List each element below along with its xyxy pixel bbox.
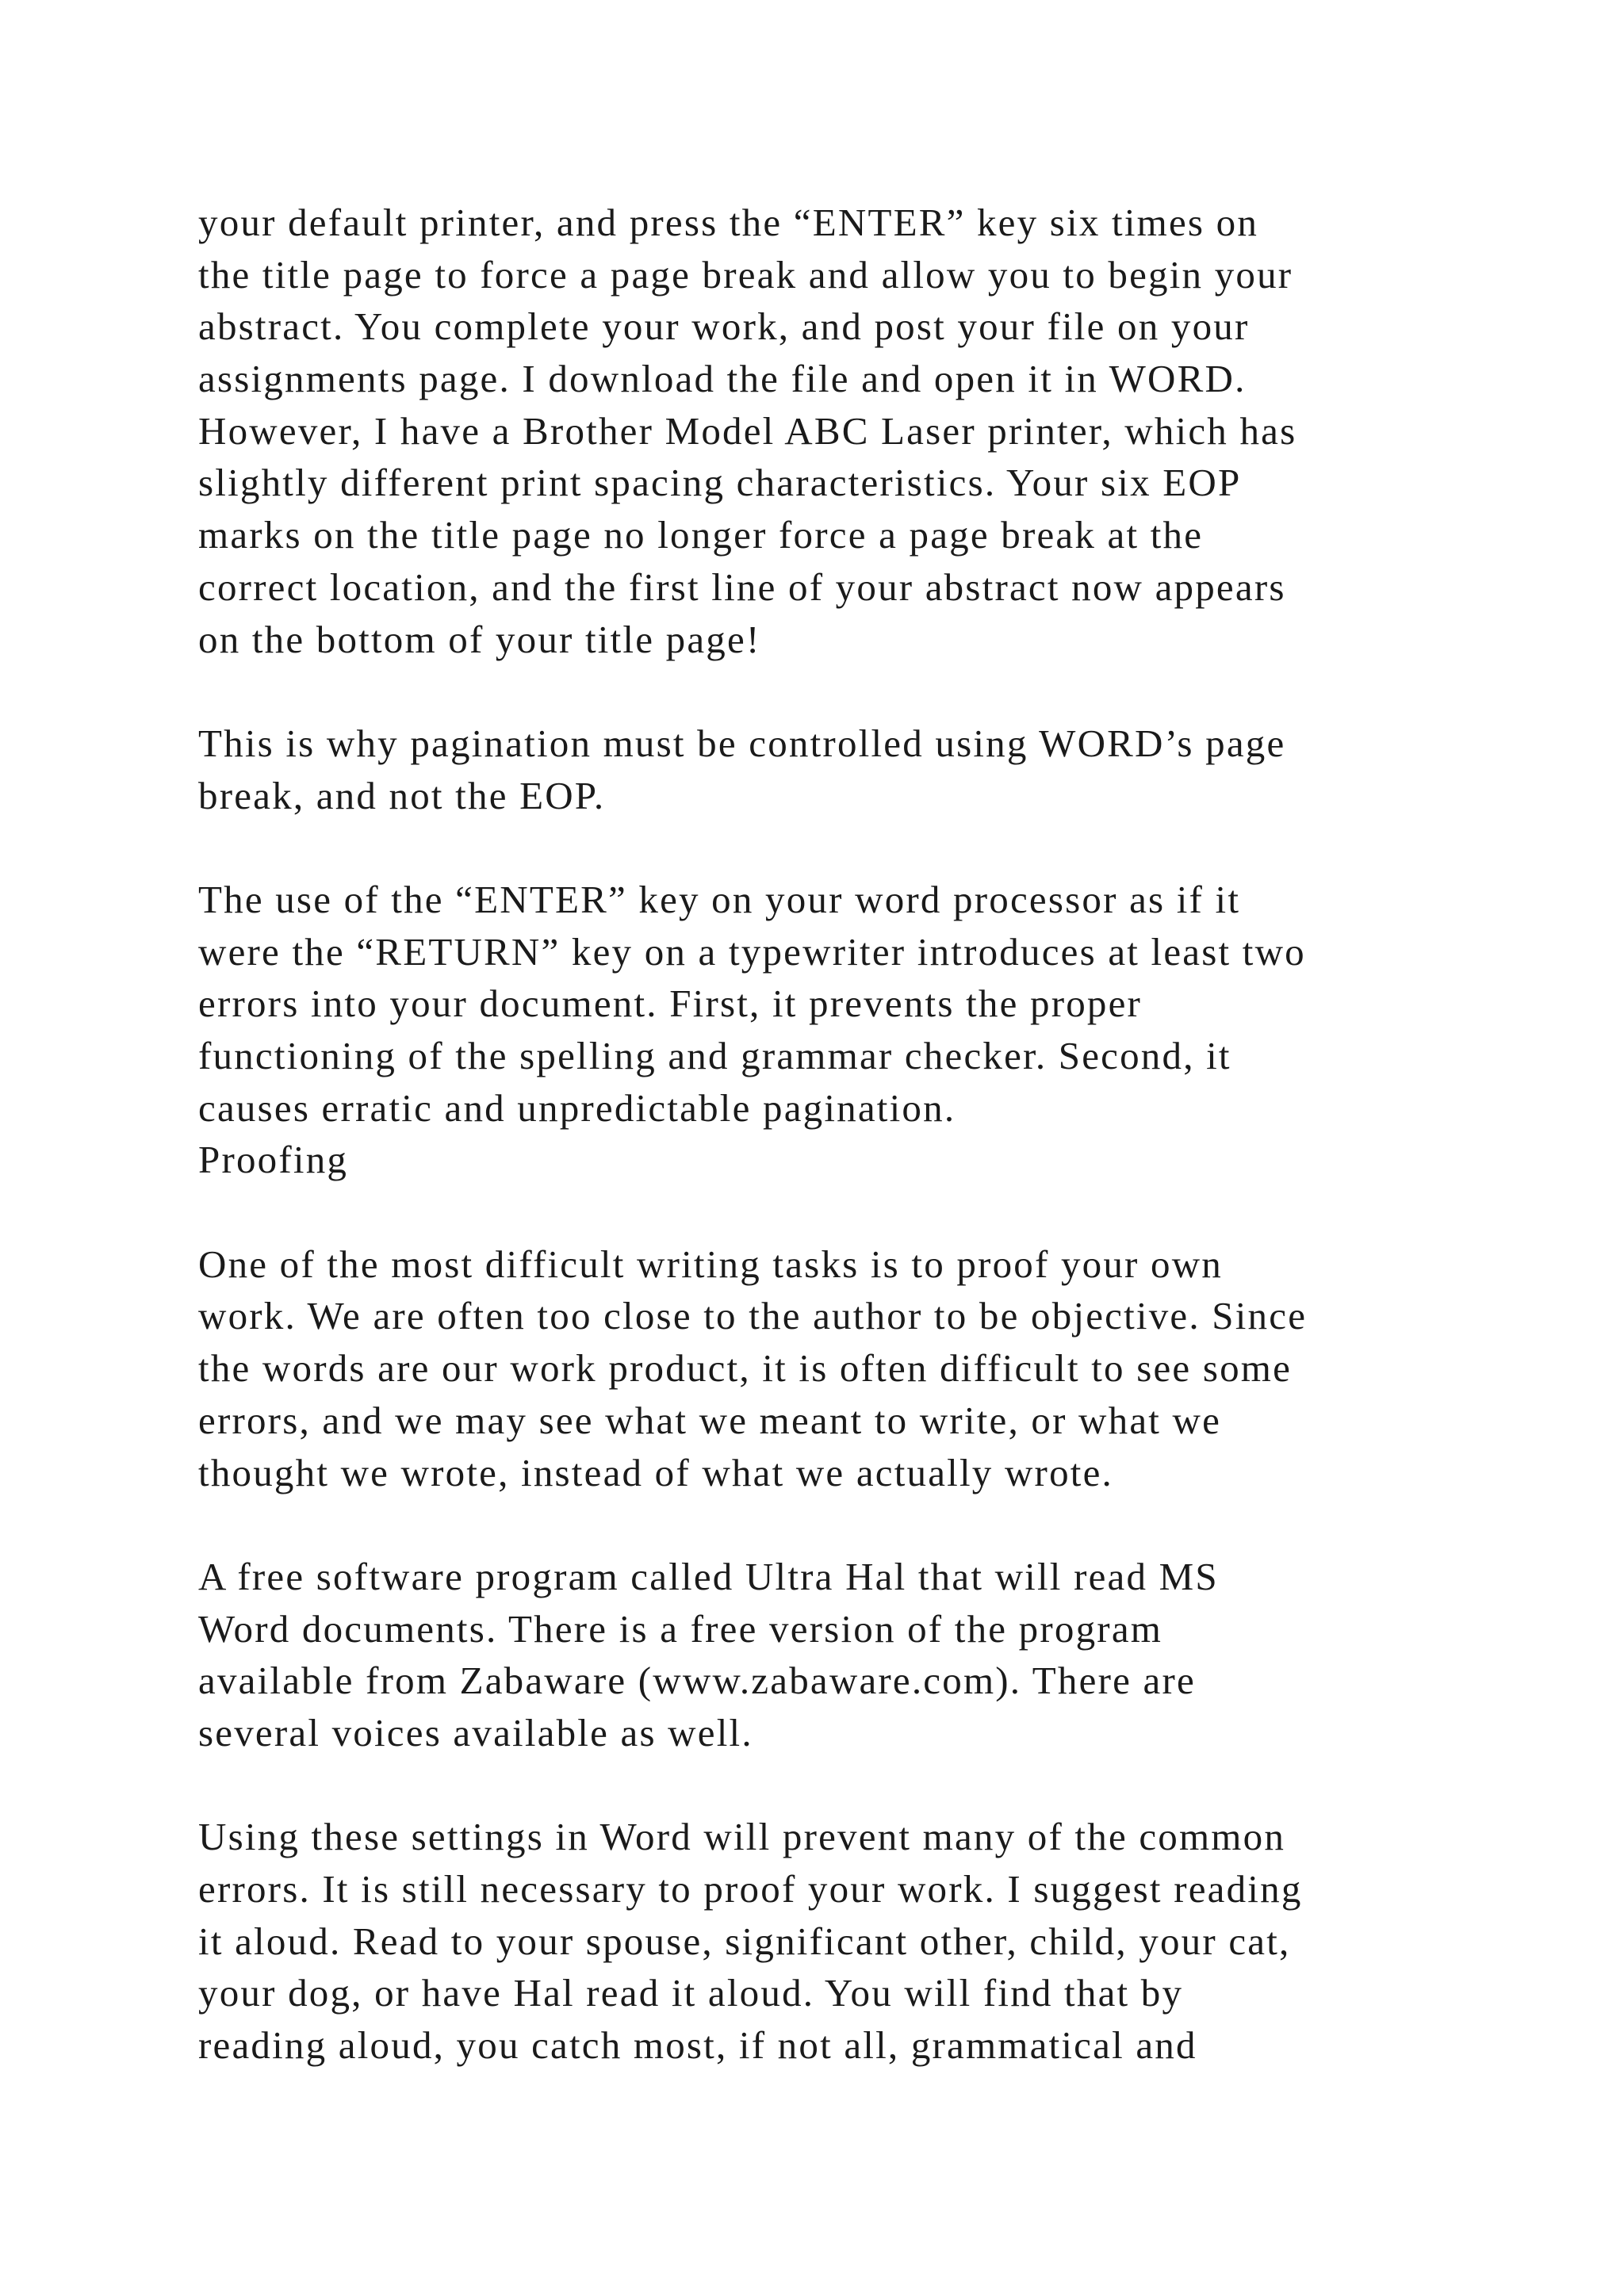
text-line: it aloud. Read to your spouse, significant other, child, your cat, (198, 1919, 1291, 1963)
text-line: the words are our work product, it is often difficult to see some (198, 1346, 1293, 1391)
text-line: errors. It is still necessary to proof your work. I suggest reading (198, 1867, 1303, 1911)
text-line: causes erratic and unpredictable pagination. (198, 1085, 956, 1130)
document-body (198, 197, 1507, 2072)
text-line: One of the most difficult writing tasks is to proof your own (198, 1242, 1223, 1286)
text-line: on the bottom of your title page! (198, 617, 761, 661)
text-line: Word documents. There is a free version of the program (198, 1606, 1163, 1651)
text-line: break, and not the EOP. (198, 773, 606, 817)
text-line: thought we wrote, instead of what we actually wrote. (198, 1450, 1113, 1494)
text-line: work. We are often too close to the author to be objective. Since (198, 1294, 1308, 1338)
text-line: errors into your document. First, it prevents the proper (198, 982, 1143, 1026)
section-heading-proofing: Proofing (198, 1138, 349, 1182)
text-line: assignments page. I download the file and open it in WORD. (198, 357, 1247, 401)
text-line: abstract. You complete your work, and post your file on your (198, 304, 1250, 349)
text-line: correct location, and the first line of your abstract now appears (198, 564, 1286, 609)
paragraph-gap (198, 665, 1507, 718)
text-line: A free software program called Ultra Hal that will read MS (198, 1554, 1219, 1598)
text-line: This is why pagination must be controlled using WORD’s page (198, 721, 1286, 765)
text-line: The use of the “ENTER” key on your word processor as if it (198, 877, 1241, 921)
text-line: reading aloud, you catch most, if not all, grammatical and (198, 2023, 1197, 2068)
text-line: your default printer, and press the “ENTER” key six times on (198, 201, 1259, 244)
text-line: slightly different print spacing characteristics. Your six EOP (198, 461, 1242, 505)
text-line: available from Zabaware (www.zabaware.com). There are (198, 1659, 1196, 1703)
text-line: Using these settings in Word will prevent many of the common (198, 1815, 1286, 1859)
text-line: were the “RETURN” key on a typewriter introduces at least two (198, 929, 1306, 974)
paragraph-gap (198, 1759, 1507, 1812)
text-line: your dog, or have Hal read it aloud. You will find that by (198, 1971, 1184, 2015)
text-line: errors, and we may see what we meant to write, or what we (198, 1398, 1222, 1442)
text-line: several voices available as well. (198, 1710, 753, 1755)
text-line: the title page to force a page break and allow you to begin your (198, 252, 1293, 297)
paragraph-gap (198, 1498, 1507, 1551)
text-line: functioning of the spelling and grammar checker. Second, it (198, 1034, 1231, 1077)
paragraph-gap (198, 821, 1507, 874)
text-line: marks on the title page no longer force a page break at the (198, 513, 1204, 557)
paragraph-gap (198, 1186, 1507, 1238)
text-line: However, I have a Brother Model ABC Laser printer, which has (198, 408, 1297, 453)
